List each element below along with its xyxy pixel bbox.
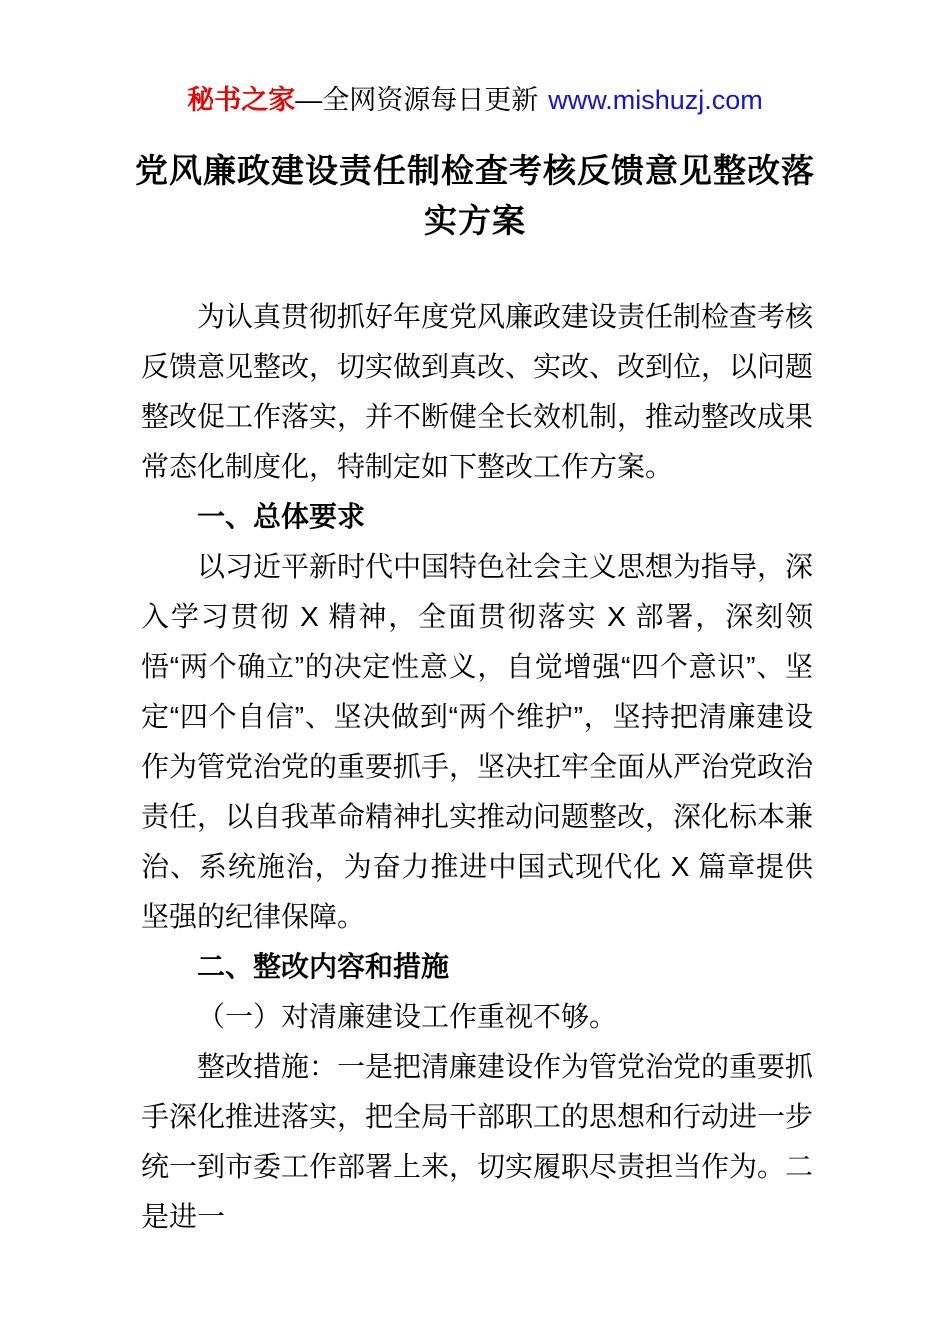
section-1-heading: 一、总体要求 xyxy=(197,501,366,532)
site-brand: 秘书之家 xyxy=(187,85,296,115)
section-2-heading: 二、整改内容和措施 xyxy=(197,951,450,982)
section-1-paragraph: 以习近平新时代中国特色社会主义思想为指导，深入学习贯彻 X 精神，全面贯彻落实 X 部署，深刻领悟“两个确立”的决定性意义，自觉增强“四个意识”、坚定“四个自信”、坚决做到“两个维护”，坚持把清廉建设作为管党治党的重要抓手，坚决扛牢全面从严治党政治责任，以自我革命精神扎实推动问题整改，深化标本兼治、系统施治，为奋力推进中国式现代化 X 篇章提供坚强的纪律保障。 xyxy=(141,551,814,932)
intro-paragraph: 为认真贯彻抓好年度党风廉政建设责任制检查考核反馈意见整改，切实做到真改、实改、改到位，以问题整改促工作落实，并不断健全长效机制，推动整改成果常态化制度化，特制定如下整改工作方案。 xyxy=(141,301,814,482)
site-header xyxy=(0,84,950,116)
site-tagline: —全网资源每日更新 xyxy=(295,85,539,115)
site-url-link[interactable]: www.mishuzj.com xyxy=(548,85,763,115)
section-2-item-1-heading: （一）对清廉建设工作重视不够。 xyxy=(197,1001,618,1032)
document-title: 党风廉政建设责任制检查考核反馈意见整改落实方案 xyxy=(135,152,815,239)
document-body xyxy=(141,292,813,1242)
section-2-item-1-paragraph: 整改措施：一是把清廉建设作为管党治党的重要抓手深化推进落实，把全局干部职工的思想和行动进一步统一到市委工作部署上来，切实履职尽责担当作为。二是进一 xyxy=(141,1051,814,1232)
